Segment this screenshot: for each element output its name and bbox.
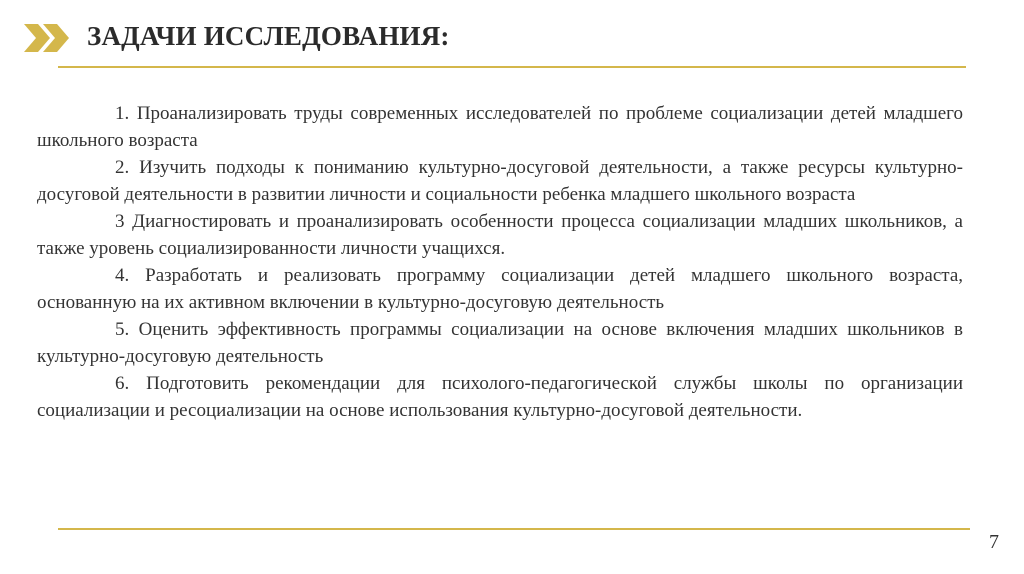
footer-divider <box>58 528 970 530</box>
slide-title: ЗАДАЧИ ИССЛЕДОВАНИЯ: <box>87 21 450 51</box>
double-chevron-right-icon <box>24 24 72 52</box>
task-item-5: 5. Оценить эффективность программы социализации на основе включения младших школьников в культурно-досуговую деятельность <box>37 319 963 367</box>
task-item-6: 6. Подготовить рекомендации для психолого-педагогической службы школы по организации социализации и ресоциализации на основе использования культурно-досуговой деятельности. <box>37 373 963 421</box>
task-item-3: 3 Диагностировать и проанализировать особенности процесса социализации младших школьников, а также уровень социализированности личности учащихся. <box>37 211 963 259</box>
title-divider <box>58 66 966 68</box>
task-list <box>37 100 963 424</box>
task-item-2: 2. Изучить подходы к пониманию культурно-досуговой деятельности, а также ресурсы культурно-досуговой деятельности в развитии личности и социальности ребенка младшего школьного возраста <box>37 157 963 205</box>
page-number: 7 <box>989 531 999 553</box>
task-item-4: 4. Разработать и реализовать программу социализации детей младшего школьного возраста, основанную на их активном включении в культурно-досуговую деятельность <box>37 265 963 313</box>
task-item-1: 1. Проанализировать труды современных исследователей по проблеме социализации детей младшего школьного возраста <box>37 103 963 151</box>
